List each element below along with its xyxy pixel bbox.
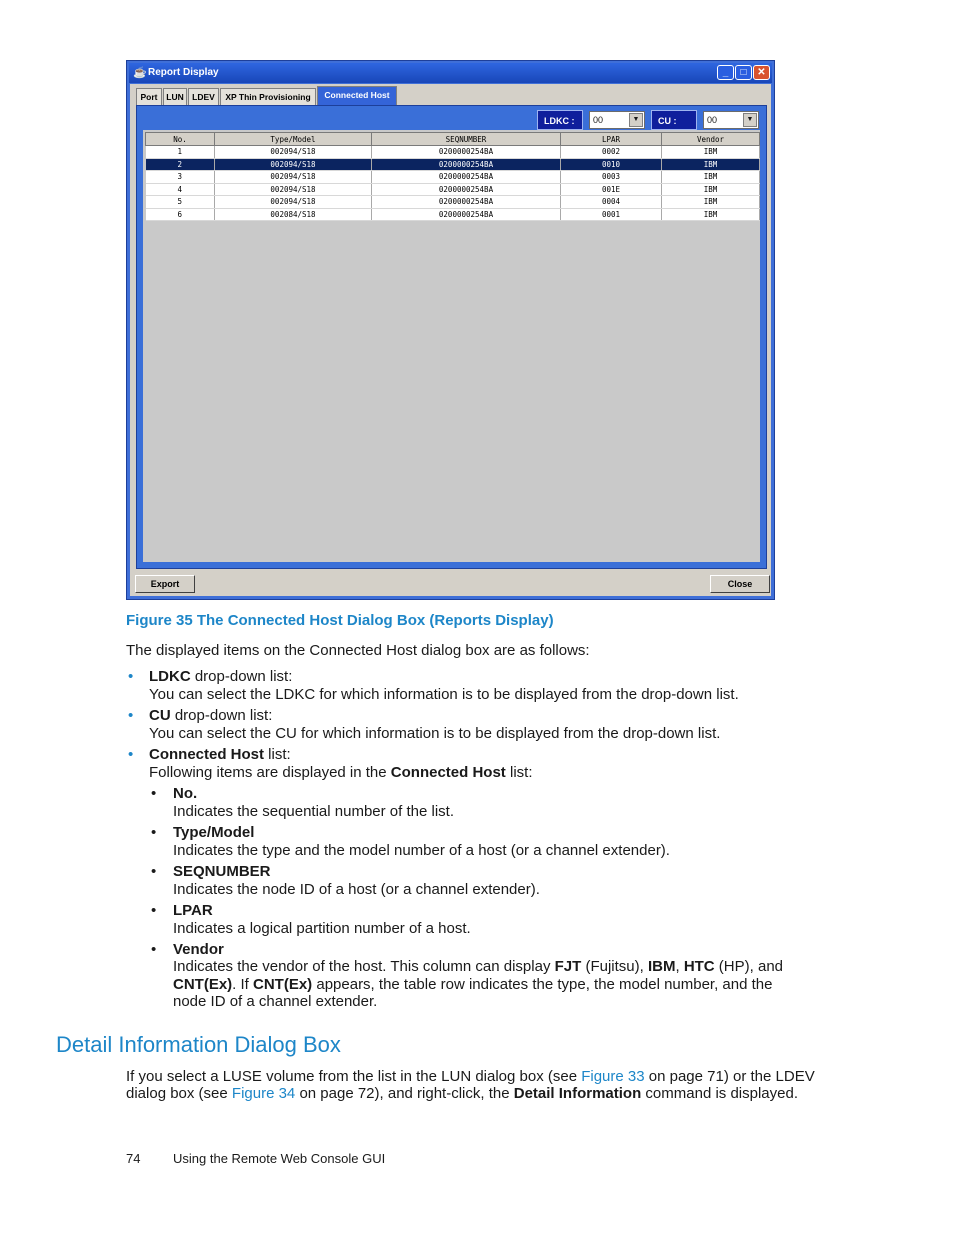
cell-seqnumber: 0200000254BA [372, 196, 561, 209]
text-run: (Fujitsu), [581, 958, 648, 975]
cu-label: CU : [651, 110, 697, 130]
cell-vendor: IBM [662, 196, 760, 209]
cell-type-model: 002094/S18 [215, 196, 372, 209]
connected-host-term: Connected Host [149, 746, 265, 763]
sub-item-vendor-title [173, 941, 224, 958]
text-run: CNT(Ex) [253, 976, 313, 993]
cell-no: 2 [146, 158, 215, 171]
cell-vendor: IBM [662, 208, 760, 221]
sub-term: No. [173, 785, 198, 802]
text-run: . If [232, 976, 254, 993]
sub-item-no-title [173, 785, 197, 802]
cell-type-model: 002094/S18 [215, 183, 372, 196]
ldkc-value: 00 [593, 115, 604, 125]
cell-no: 6 [146, 208, 215, 221]
figure-caption: Figure 35 The Connected Host Dialog Box (Reports Display) [126, 612, 554, 629]
table-row[interactable] [146, 146, 760, 159]
text-run: on page 72), and right-click, the [295, 1085, 514, 1102]
sub-item-lpar-title [173, 902, 213, 919]
sub-bullet-icon: • [151, 941, 157, 958]
cell-lpar: 0004 [561, 196, 662, 209]
table-area [143, 130, 760, 562]
close-icon[interactable]: ✕ [753, 65, 770, 80]
bullet-icon: • [128, 668, 134, 685]
sub-bullet-icon: • [151, 902, 157, 919]
cu-dropdown[interactable] [703, 111, 759, 129]
close-button[interactable]: Close [710, 575, 770, 593]
text-run: , [675, 958, 684, 975]
cell-vendor: IBM [662, 158, 760, 171]
tab-ldev[interactable]: LDEV [188, 88, 219, 105]
connected-host-panel [136, 105, 767, 569]
bullet-icon: • [128, 746, 134, 763]
sub-bullet-icon: • [151, 863, 157, 880]
column-header-type-model[interactable]: Type/Model [215, 133, 372, 146]
chevron-down-icon[interactable]: ▼ [743, 113, 757, 127]
cell-vendor: IBM [662, 171, 760, 184]
cell-seqnumber: 0200000254BA [372, 171, 561, 184]
cell-no: 1 [146, 146, 215, 159]
sub-item-lpar-desc: Indicates a logical partition number of a host. [173, 920, 471, 937]
column-header-seqnumber[interactable]: SEQNUMBER [372, 133, 561, 146]
table-row[interactable] [146, 196, 760, 209]
text-run: (HP), and [714, 958, 783, 975]
section-body-line1 [126, 1068, 815, 1085]
vendor-desc-line3: node ID of a channel extender. [173, 993, 378, 1010]
cu-item-title [149, 707, 272, 724]
sub-bullet-icon: • [151, 785, 157, 802]
table-row[interactable] [146, 183, 760, 196]
chevron-down-icon[interactable]: ▼ [629, 113, 643, 127]
java-cup-icon: ☕ [133, 67, 147, 79]
text-run: Indicates the vendor of the host. This column can display [173, 958, 555, 975]
cu-value: 00 [707, 115, 718, 125]
text-run: CNT(Ex) [173, 976, 233, 993]
connected-host-suffix: list: [264, 746, 291, 763]
text-run: dialog box (see [126, 1085, 232, 1102]
sub-term: Type/Model [173, 824, 255, 841]
sub-item-type-model-desc: Indicates the type and the model number of a host (or a channel extender). [173, 842, 670, 859]
ldkc-suffix: drop-down list: [190, 668, 293, 685]
connected-host-item-title [149, 746, 291, 763]
text-run: on page 71) or the LDEV [644, 1068, 815, 1085]
export-button[interactable]: Export [135, 575, 195, 593]
cell-no: 4 [146, 183, 215, 196]
title-bar [129, 63, 772, 83]
text-run: If you select a LUSE volume from the list in the LUN dialog box (see [126, 1068, 582, 1085]
text-run: Detail Information [513, 1085, 642, 1102]
section-body-line2 [126, 1085, 798, 1102]
figure-34-link[interactable]: Figure 34 [231, 1085, 296, 1102]
intro-text: The displayed items on the Connected Host dialog box are as follows: [126, 642, 590, 659]
page-number: 74 [126, 1151, 141, 1166]
window-title: Report Display [148, 67, 219, 78]
cell-seqnumber: 0200000254BA [372, 183, 561, 196]
sub-term: Vendor [173, 941, 224, 958]
report-display-window [126, 60, 775, 600]
connected-host-item-desc [149, 764, 532, 781]
text-run: IBM [647, 958, 676, 975]
sub-item-type-model-title [173, 824, 254, 841]
section-heading: Detail Information Dialog Box [56, 1032, 341, 1057]
ldkc-dropdown[interactable] [589, 111, 645, 129]
tab-connected-host[interactable]: Connected Host [317, 86, 397, 105]
tab-port[interactable]: Port [136, 88, 162, 105]
cell-seqnumber: 0200000254BA [372, 146, 561, 159]
ldkc-item-title [149, 668, 292, 685]
sub-item-no-desc: Indicates the sequential number of the list. [173, 803, 455, 820]
cell-lpar: 0001 [561, 208, 662, 221]
table-header [146, 133, 760, 146]
cell-type-model: 002094/S18 [215, 146, 372, 159]
sub-bullet-icon: • [151, 824, 157, 841]
cell-lpar: 0002 [561, 146, 662, 159]
column-header-vendor[interactable]: Vendor [662, 133, 760, 146]
text-run: command is displayed. [641, 1085, 799, 1102]
text-run: FJT [554, 958, 582, 975]
minimize-icon[interactable]: _ [717, 65, 734, 80]
cell-seqnumber: 0200000254BA [372, 208, 561, 221]
ldkc-term: LDKC [149, 668, 191, 685]
ldkc-label: LDKC : [537, 110, 583, 130]
cu-suffix: drop-down list: [170, 707, 273, 724]
column-header-no[interactable]: No. [146, 133, 215, 146]
ldkc-item-desc: You can select the LDKC for which information is to be displayed from the drop-down list. [149, 686, 739, 703]
tab-lun[interactable]: LUN [163, 88, 187, 105]
sub-term: SEQNUMBER [173, 863, 271, 880]
cell-lpar: 0010 [561, 158, 662, 171]
cell-seqnumber: 0200000254BA [372, 158, 561, 171]
sub-item-seqnumber-title [173, 863, 271, 880]
table-row[interactable] [146, 171, 760, 184]
figure-33-link[interactable]: Figure 33 [581, 1068, 645, 1085]
text-run: HTC [683, 958, 715, 975]
cu-item-desc: You can select the CU for which information is to be displayed from the drop-down list. [149, 725, 721, 742]
column-header-lpar[interactable]: LPAR [561, 133, 662, 146]
cell-no: 3 [146, 171, 215, 184]
sub-term: LPAR [173, 902, 213, 919]
cell-no: 5 [146, 196, 215, 209]
page-footer: Using the Remote Web Console GUI [173, 1151, 386, 1166]
vendor-desc-line2 [173, 976, 772, 993]
ch-desc-term: Connected Host [390, 764, 506, 781]
cell-vendor: IBM [662, 146, 760, 159]
cell-lpar: 0003 [561, 171, 662, 184]
sub-item-seqnumber-desc: Indicates the node ID of a host (or a channel extender). [173, 881, 540, 898]
window-client [130, 84, 771, 596]
tab-xp-thin-provisioning[interactable]: XP Thin Provisioning [220, 88, 316, 105]
bullet-icon: • [128, 707, 134, 724]
cell-type-model: 002094/S18 [215, 158, 372, 171]
vendor-desc-line1 [173, 958, 783, 975]
table-row[interactable] [146, 208, 760, 221]
cu-term: CU [149, 707, 171, 724]
text-run: appears, the table row indicates the type, the model number, and the [312, 976, 773, 993]
connected-host-table [145, 132, 760, 221]
cell-type-model: 002084/S18 [215, 208, 372, 221]
table-row-selected[interactable] [146, 158, 760, 171]
cell-lpar: 001E [561, 183, 662, 196]
cell-type-model: 002094/S18 [215, 171, 372, 184]
ch-desc-pre: Following items are displayed in the [149, 764, 391, 781]
ch-desc-post: list: [505, 764, 533, 781]
maximize-icon[interactable]: □ [735, 65, 752, 80]
cell-vendor: IBM [662, 183, 760, 196]
